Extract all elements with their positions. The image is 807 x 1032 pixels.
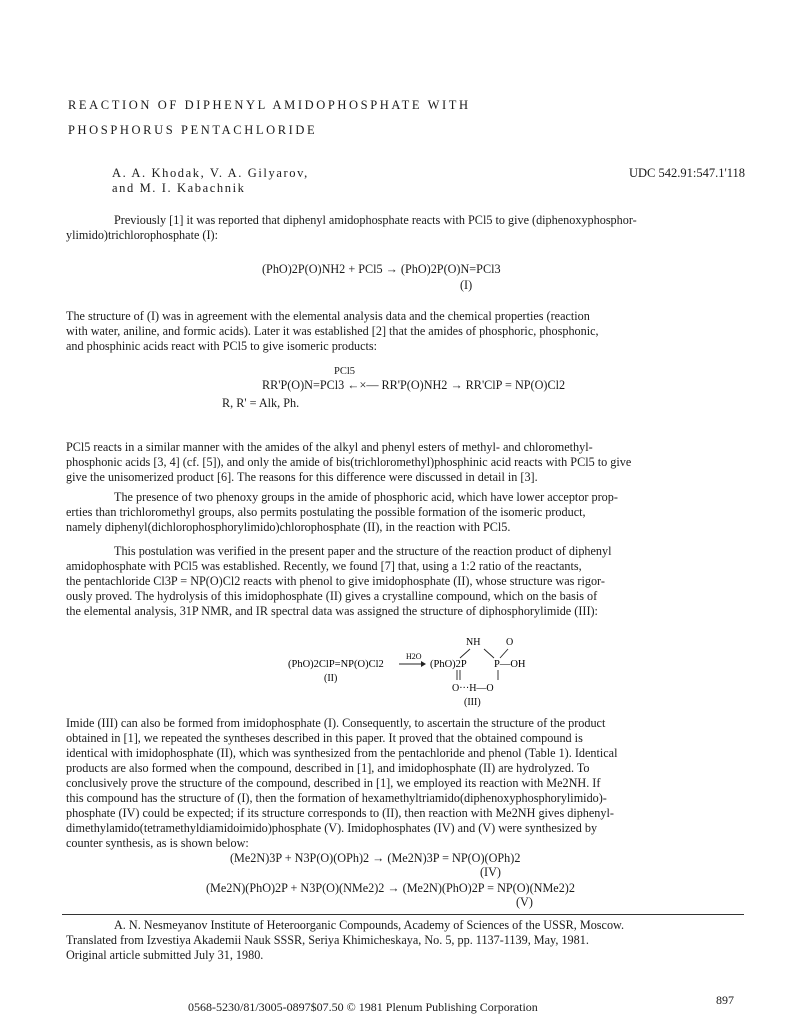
equation-2-substituents: R, R' = Alk, Ph. bbox=[222, 396, 300, 410]
scheme-reactant-label: (II) bbox=[324, 673, 338, 684]
para6-line-1: Imide (III) can also be formed from imidophosphate (I). Consequently, to ascertain the structure of the product bbox=[66, 716, 606, 730]
equation-4: (Me2N)(PhO)2P + N3P(O)(NMe2)2 → (Me2N)(PhO)2P = NP(O)(NMe2)2 bbox=[206, 881, 575, 895]
authors-line-2: and M. I. Kabachnik bbox=[112, 181, 246, 195]
publication-code: 0568-5230/81/3005-0897$07.50 © 1981 Plenum Publishing Corporation bbox=[188, 1000, 538, 1014]
para2-line-2: with water, aniline, and formic acids). Later it was established [2] that the amides of phosphoric, phosphonic, bbox=[66, 324, 599, 338]
equation-3-label: (IV) bbox=[480, 865, 501, 879]
scheme-p-oh: P—OH bbox=[494, 659, 526, 670]
udc-code: UDC 542.91:547.1'118 bbox=[628, 166, 745, 180]
para3-line-2: phosphonic acids [3, 4] (cf. [5]), and only the amide of bis(trichloromethyl)phosphinic acid reacts with PCl5 to give bbox=[66, 455, 632, 469]
scheme-bond-right bbox=[484, 649, 494, 658]
footnote-rule bbox=[62, 914, 744, 915]
para1-line-1: Previously [1] it was reported that diphenyl amidophosphate reacts with PCl5 to give (diphenoxyphosphor- bbox=[114, 213, 637, 227]
para6-line-4: products are also formed when the compound, described in [1], and imidophosphate (II) are hydrolyzed. To bbox=[66, 761, 590, 775]
paragraph-4 bbox=[66, 490, 742, 535]
para3-line-3: give the unisomerized product [6]. The reasons for this difference were discussed in detail in [3]. bbox=[66, 470, 538, 484]
title-line-1: REACTION OF DIPHENYL AMIDOPHOSPHATE WITH bbox=[68, 98, 471, 112]
scheme-arrowhead bbox=[421, 661, 426, 667]
para3-line-1: PCl5 reacts in a similar manner with the amides of the alkyl and phenyl esters of methyl- and chloromethyl- bbox=[66, 440, 593, 454]
scheme-o-top: O bbox=[506, 637, 514, 648]
scheme-product-label: (III) bbox=[464, 697, 481, 708]
equation-1-label: (I) bbox=[460, 278, 473, 292]
para5-line-3: the pentachloride Cl3P = NP(O)Cl2 reacts with phenol to give imidophosphate (II), whose structure was rigor- bbox=[66, 574, 605, 588]
para6-line-5: conclusively prove the structure of the compound, described in [1], we employed its reaction with Me2NH. If bbox=[66, 776, 601, 790]
para5-line-1: This postulation was verified in the present paper and the structure of the reaction product of diphenyl bbox=[114, 544, 612, 558]
scheme-reactant: (PhO)2ClP=NP(O)Cl2 bbox=[288, 659, 384, 670]
para1-line-2: ylimido)trichlorophosphate (I): bbox=[66, 228, 218, 242]
para6-line-7: phosphate (IV) could be expected; if its structure corresponds to (II), then reaction with Me2NH gives diphenyl- bbox=[66, 806, 614, 820]
para4-line-3: namely diphenyl(dichlorophosphorylimido)chlorophosphate (II), in the reaction with PCl5. bbox=[66, 520, 511, 534]
equation-2: RR'P(O)N=PCl3 ←×— RR'P(O)NH2 → RR'ClP = NP(O)Cl2 bbox=[262, 378, 566, 392]
paragraph-2 bbox=[66, 309, 742, 354]
scheme-bond-o bbox=[500, 649, 508, 658]
para6-line-9: counter synthesis, as is shown below: bbox=[66, 836, 249, 850]
equation-1: (PhO)2P(O)NH2 + PCl5 → (PhO)2P(O)N=PCl3 bbox=[262, 262, 501, 276]
paragraph-1 bbox=[66, 213, 742, 243]
para6-line-2: obtained in [1], we repeated the syntheses described in this paper. It proved that the obtained compound is bbox=[66, 731, 583, 745]
scheme-nh: NH bbox=[466, 637, 481, 648]
para6-line-6: this compound has the structure of (I), then the formation of hexamethyltriamido(diphenoxyphosphorylimido)- bbox=[66, 791, 607, 805]
para6-line-8: dimethylamido(tetramethyldiamidoimido)phosphate (V). Imidophosphates (IV) and (V) were synthesized by bbox=[66, 821, 598, 835]
scheme-bond-left bbox=[460, 649, 470, 658]
paragraph-3 bbox=[66, 440, 742, 485]
equation-2-reagent: PCl5 bbox=[334, 366, 356, 377]
reaction-scheme bbox=[280, 628, 560, 708]
footnote-line-3: Original article submitted July 31, 1980. bbox=[66, 948, 264, 962]
para5-line-2: amidophosphate with PCl5 was established. Recently, we found [7] that, using a 1:2 ratio of the reactants, bbox=[66, 559, 582, 573]
footnote bbox=[66, 918, 746, 963]
para4-line-1: The presence of two phenoxy groups in the amide of phosphoric acid, which have lower acceptor prop- bbox=[114, 490, 618, 504]
para4-line-2: erties than trichloromethyl groups, also permits postulating the possible formation of the isomeric product, bbox=[66, 505, 586, 519]
equation-3: (Me2N)3P + N3P(O)(OPh)2 → (Me2N)3P = NP(O)(OPh)2 bbox=[230, 851, 521, 865]
paragraph-5 bbox=[66, 544, 742, 619]
title-line-2: PHOSPHORUS PENTACHLORIDE bbox=[68, 123, 318, 137]
authors-line-1: A. A. Khodak, V. A. Gilyarov, bbox=[112, 166, 309, 180]
para5-line-5: the elemental analysis, 31P NMR, and IR spectral data was assigned the structure of diphosphorylimide (III): bbox=[66, 604, 598, 618]
para6-line-3: identical with imidophosphate (II), which was synthesized from the pentachloride and phenol (Table 1). Identical bbox=[66, 746, 618, 760]
scheme-arrow-reagent: H2O bbox=[406, 652, 422, 661]
para2-line-3: and phosphinic acids react with PCl5 to give isomeric products: bbox=[66, 339, 378, 353]
scheme-product-prefix: (PhO)2P bbox=[430, 659, 467, 670]
paragraph-6 bbox=[66, 716, 742, 851]
footnote-line-1: A. N. Nesmeyanov Institute of Heteroorganic Compounds, Academy of Sciences of the USSR, Moscow. bbox=[114, 918, 625, 932]
para2-line-1: The structure of (I) was in agreement with the elemental analysis data and the chemical properties (reaction bbox=[66, 309, 590, 323]
scheme-hbond: O···H—O bbox=[452, 683, 494, 694]
footnote-line-2: Translated from Izvestiya Akademii Nauk SSSR, Seriya Khimicheskaya, No. 5, pp. 1137-1139, May, 1981. bbox=[66, 933, 589, 947]
equation-4-label: (V) bbox=[516, 895, 533, 909]
para5-line-4: ously proved. The hydrolysis of this imidophosphate (II) gives a crystalline compound, which on the basis of bbox=[66, 589, 598, 603]
page-number: 897 bbox=[716, 993, 734, 1007]
